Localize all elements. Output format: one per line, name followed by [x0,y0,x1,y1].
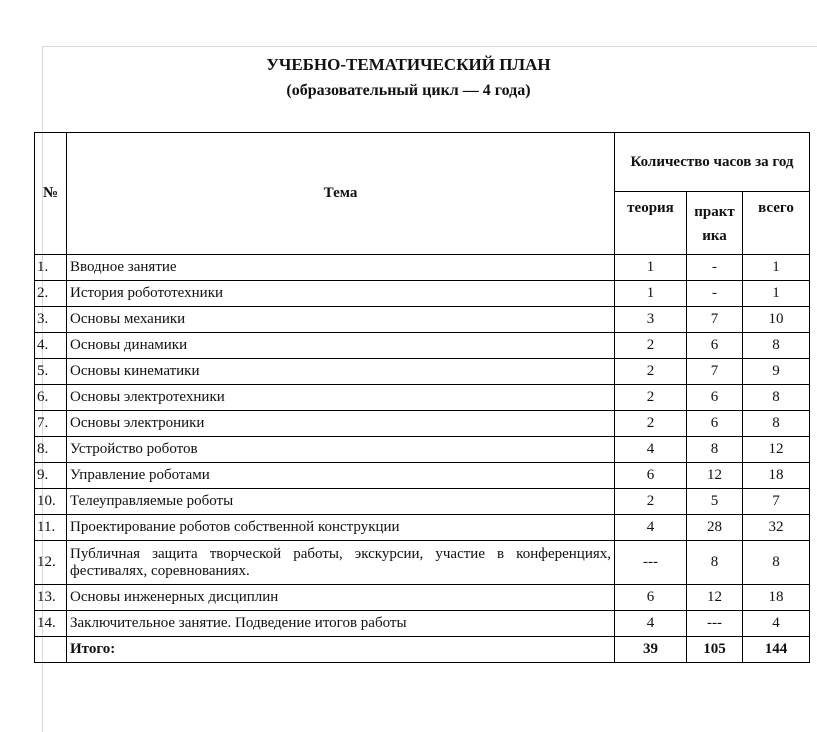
total-practice: 105 [687,637,743,663]
total-total: 144 [743,637,810,663]
table-row [35,281,810,307]
row-number: 1. [35,255,67,281]
row-total: 7 [743,489,810,515]
row-total: 4 [743,611,810,637]
row-number: 3. [35,307,67,333]
table-row [35,385,810,411]
row-topic: Телеуправляемые роботы [67,489,615,515]
row-practice: 6 [687,411,743,437]
row-topic: Устройство роботов [67,437,615,463]
header-theory: теория [615,192,687,255]
row-theory: 2 [615,385,687,411]
header-total: всего [743,192,810,255]
row-topic: Основы электротехники [67,385,615,411]
total-number-cell [35,637,67,663]
table-row [35,437,810,463]
total-theory: 39 [615,637,687,663]
row-number: 9. [35,463,67,489]
row-theory: 2 [615,411,687,437]
row-number: 13. [35,585,67,611]
row-number: 6. [35,385,67,411]
row-total: 8 [743,385,810,411]
total-row [35,637,810,663]
table-row [35,411,810,437]
row-theory: 4 [615,515,687,541]
row-theory: 6 [615,463,687,489]
row-practice: 12 [687,463,743,489]
table-row [35,489,810,515]
row-theory: 2 [615,489,687,515]
row-topic: История робототехники [67,281,615,307]
row-topic: Управление роботами [67,463,615,489]
row-topic: Основы электроники [67,411,615,437]
row-total: 10 [743,307,810,333]
table-row [35,585,810,611]
row-theory: 6 [615,585,687,611]
row-theory: 3 [615,307,687,333]
row-topic: Проектирование роботов собственной конструкции [67,515,615,541]
row-topic: Основы инженерных дисциплин [67,585,615,611]
row-practice: 8 [687,437,743,463]
row-topic: Вводное занятие [67,255,615,281]
row-practice: 8 [687,541,743,585]
row-total: 9 [743,359,810,385]
header-practice: практ ика [687,192,743,255]
table-row [35,611,810,637]
row-number: 7. [35,411,67,437]
row-theory: 4 [615,611,687,637]
page-edge-top [42,46,817,47]
total-label: Итого: [67,637,615,663]
row-practice: --- [687,611,743,637]
row-theory: 4 [615,437,687,463]
row-total: 18 [743,585,810,611]
header-hours-group: Количество часов за год [615,133,810,192]
row-total: 12 [743,437,810,463]
row-theory: 1 [615,281,687,307]
row-practice: - [687,281,743,307]
row-total: 8 [743,541,810,585]
row-practice: 6 [687,333,743,359]
row-total: 32 [743,515,810,541]
row-number: 10. [35,489,67,515]
row-theory: 2 [615,333,687,359]
row-topic: Основы кинематики [67,359,615,385]
row-topic: Заключительное занятие. Подведение итогов работы [67,611,615,637]
row-total: 1 [743,255,810,281]
row-theory: 2 [615,359,687,385]
row-total: 18 [743,463,810,489]
row-topic: Публичная защита творческой работы, экскурсии, участие в конференциях, фестивалях, соревнованиях. [67,541,615,585]
row-number: 11. [35,515,67,541]
row-total: 8 [743,411,810,437]
row-theory: --- [615,541,687,585]
row-practice: 12 [687,585,743,611]
table-row [35,463,810,489]
row-practice: - [687,255,743,281]
row-number: 2. [35,281,67,307]
row-theory: 1 [615,255,687,281]
row-practice: 7 [687,307,743,333]
row-practice: 5 [687,489,743,515]
header-topic: Тема [67,133,615,255]
row-topic: Основы механики [67,307,615,333]
table-row [35,359,810,385]
table-row [35,515,810,541]
row-practice: 7 [687,359,743,385]
row-number: 8. [35,437,67,463]
row-number: 5. [35,359,67,385]
row-total: 1 [743,281,810,307]
row-number: 12. [35,541,67,585]
row-number: 4. [35,333,67,359]
row-total: 8 [743,333,810,359]
document-title: УЧЕБНО-ТЕМАТИЧЕСКИЙ ПЛАН [266,55,551,74]
table-row [35,541,810,585]
row-practice: 6 [687,385,743,411]
table-row [35,255,810,281]
header-number: № [35,133,67,255]
table-row [35,333,810,359]
row-practice: 28 [687,515,743,541]
row-number: 14. [35,611,67,637]
document-subtitle: (образовательный цикл — 4 года) [286,82,531,99]
curriculum-table [34,132,810,663]
row-topic: Основы динамики [67,333,615,359]
table-row [35,307,810,333]
